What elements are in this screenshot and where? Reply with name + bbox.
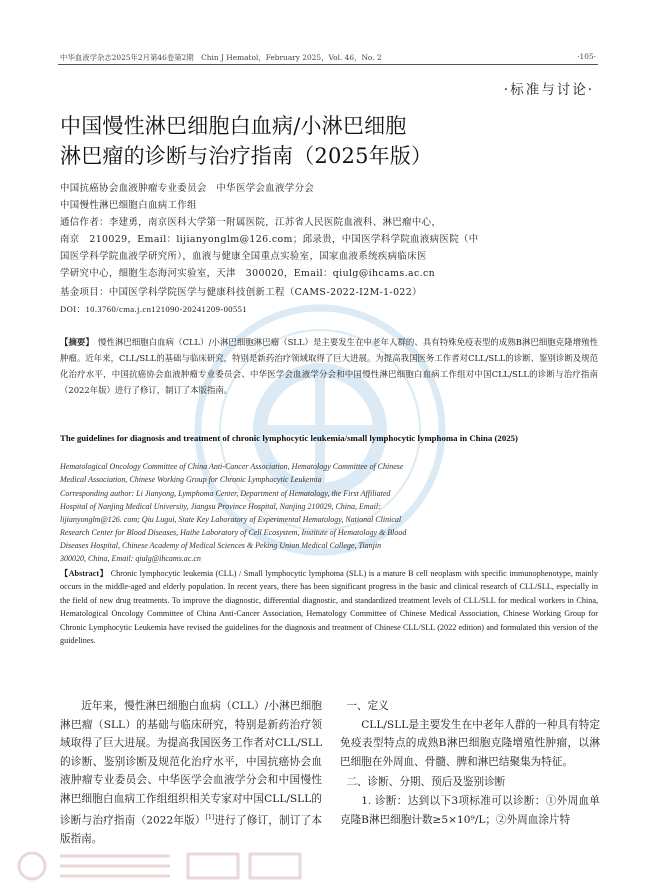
- article-title-line-2: 淋巴瘤的诊断与治疗指南（2025年版）: [60, 144, 433, 168]
- correspondence-line-2: 南京 210029，Email：lijianyonglm@126.com；邱录贵，中国医学科学院血液病医院（中: [60, 234, 479, 245]
- correspondence-line-1: 通信作者：李建勇，南京医科大学第一附属医院，江苏省人民医院血液科、淋巴瘤中心，: [60, 217, 442, 228]
- abstract-cn-text: 慢性淋巴细胞白血病（CLL）/小淋巴细胞淋巴瘤（SLL）是主要发生在中老年人群的、具有特殊免疫表型的成熟B淋巴细胞克隆增殖性肿瘤。近年来，CLL/SLL的基础与临床研究，特别是新药治疗领域取得了巨大进展。为提高我国医务工作者对CLL/SLL的诊断、鉴别诊断及规范化治疗水平，中国抗癌协会血液肿瘤专业委员会、中华医学会血液学分会和中国慢性淋巴细胞白血病工作组对中国CLL/SLL的诊断与治疗指南（2022年版）进行了修订，制订了本版指南。: [60, 337, 598, 395]
- header-rule: [58, 64, 598, 65]
- author-line-1: 中国抗癌协会血液肿瘤专业委员会 中华医学会血液学分会: [60, 183, 315, 194]
- abstract-en-label: 【Abstract】: [60, 569, 109, 578]
- english-affiliation-line-2: Medical Association, Chinese Working Group for Chronic Lymphocytic Leukemia: [60, 475, 322, 484]
- section-label: ·标准与讨论·: [503, 82, 594, 98]
- english-title: The guidelines for diagnosis and treatment of chronic lymphocytic leukemia/small lymphocytic lymphoma in China (2025): [60, 433, 518, 443]
- section-heading-diagnosis: 二、诊断、分期、预后及鉴别诊断: [346, 776, 506, 789]
- intro-text: 近年来，慢性淋巴细胞白血病（CLL）/小淋巴细胞淋巴瘤（SLL）的基础与临床研究，特别是新药治疗领域取得了巨大进展。为提高我国医务工作者对CLL/SLL的诊断、鉴别诊断及规范化治疗水平，中国抗癌协会血液肿瘤专业委员会、中华医学会血液学分会和中国慢性淋巴细胞白血病工作组组织相关专家对中国CLL/SLL的诊断与治疗指南（2022年版）: [60, 700, 322, 827]
- abstract-en-text: Chronic lymphocytic leukemia (CLL) / Small lymphocytic lymphoma (SLL) is a mature B cell neoplasm with specific immunophenotype, mainly occurs in the middle-aged and elderly population. In recent years, there has been significant progress in the basic and clinical research of CLL/SLL, especially in the field of new drug treatments. To improve the diagnostic, differential diagnostic, and standardized treatment levels of CLL/SLL for medical workers in China, Hematological Oncology Committee of China Anti-Cancer Association, Hematology Committee of Chinese Medical Association, Chinese Working Group for Chronic Lymphocytic Leukemia have revised the guidelines for the diagnosis and treatment of Chinese CLL/SLL (2022 edition) and formulated this version of the guidelines.: [60, 569, 598, 646]
- funding-line: 基金项目：中国医学科学院医学与健康科技创新工程（CAMS-2022-I2M-1-022）: [60, 287, 422, 298]
- reference-marker[interactable]: [1]: [205, 813, 215, 821]
- english-correspondence-line-3: lijianyonglm@126. com; Qiu Lugui, State Key Laboratory of Experimental Hematology, National Clinical: [60, 515, 402, 524]
- abstract-cn-label: 【摘要】: [60, 337, 90, 347]
- diagnosis-paragraph: 1. 诊断：达到以下3项标准可以诊断：①外周血单克隆B淋巴细胞计数≥5×10⁹/L；②外周血涂片特: [340, 794, 600, 826]
- definition-paragraph: CLL/SLL是主要发生在中老年人群的一种具有特定免疫表型特点的成熟B淋巴细胞克隆增殖性肿瘤，以淋巴细胞在外周血、骨髓、脾和淋巴结聚集为特征。: [340, 718, 600, 768]
- english-correspondence-line-4: Research Center for Blood Diseases, Haihe Laboratory of Cell Ecosystem, Institute of Hematology & Blood: [60, 528, 407, 537]
- abstract-en: [60, 567, 598, 647]
- intro-text-tail: 进行了修订，制订了本版指南。: [60, 814, 323, 845]
- english-correspondence-line-2: Hospital of Nanjing Medical University, Jiangsu Province Hospital, Nanjing 210029, China, Email:: [60, 502, 381, 511]
- journal-header: 中华血液学杂志2025年2月第46卷第2期 Chin J Hematol，February 2025，Vol. 46，No. 2: [60, 53, 382, 62]
- english-correspondence-line-6: 300020, China, Email: qiulg@ihcams.ac.cn: [60, 554, 201, 563]
- english-affiliation-line-1: Hematological Oncology Committee of China Anti-Cancer Association, Hematology Committee of Chinese: [60, 462, 404, 471]
- article-title-line-1: 中国慢性淋巴细胞白血病/小淋巴细胞: [60, 114, 407, 138]
- section-heading-definition: 一、定义: [346, 700, 389, 712]
- body-right-column: [340, 697, 600, 829]
- intro-paragraph: [60, 697, 322, 848]
- page-number: ·105·: [577, 52, 596, 61]
- body-left-column: [60, 697, 322, 848]
- publisher-watermark-logo: [10, 848, 320, 884]
- abstract-cn: [60, 334, 598, 398]
- english-correspondence-line-5: Diseases Hospital, Chinese Academy of Medical Sciences & Peking Union Medical College, Tianjin: [60, 541, 382, 550]
- doi-line: DOI：10.3760/cma.j.cn121090-20241209-00551: [60, 304, 248, 314]
- correspondence-line-4: 学研究中心，细胞生态海河实验室，天津 300020，Email：qiulg@ihcams.ac.cn: [60, 268, 436, 279]
- english-correspondence-line-1: Corresponding author: Li Jianyong, Lymphoma Center, Department of Hematology, the First Affiliated: [60, 489, 391, 498]
- author-line-2: 中国慢性淋巴细胞白血病工作组: [60, 200, 197, 211]
- correspondence-line-3: 国医学科学院血液学研究所），血液与健康全国重点实验室，国家血液系统疾病临床医: [60, 251, 427, 262]
